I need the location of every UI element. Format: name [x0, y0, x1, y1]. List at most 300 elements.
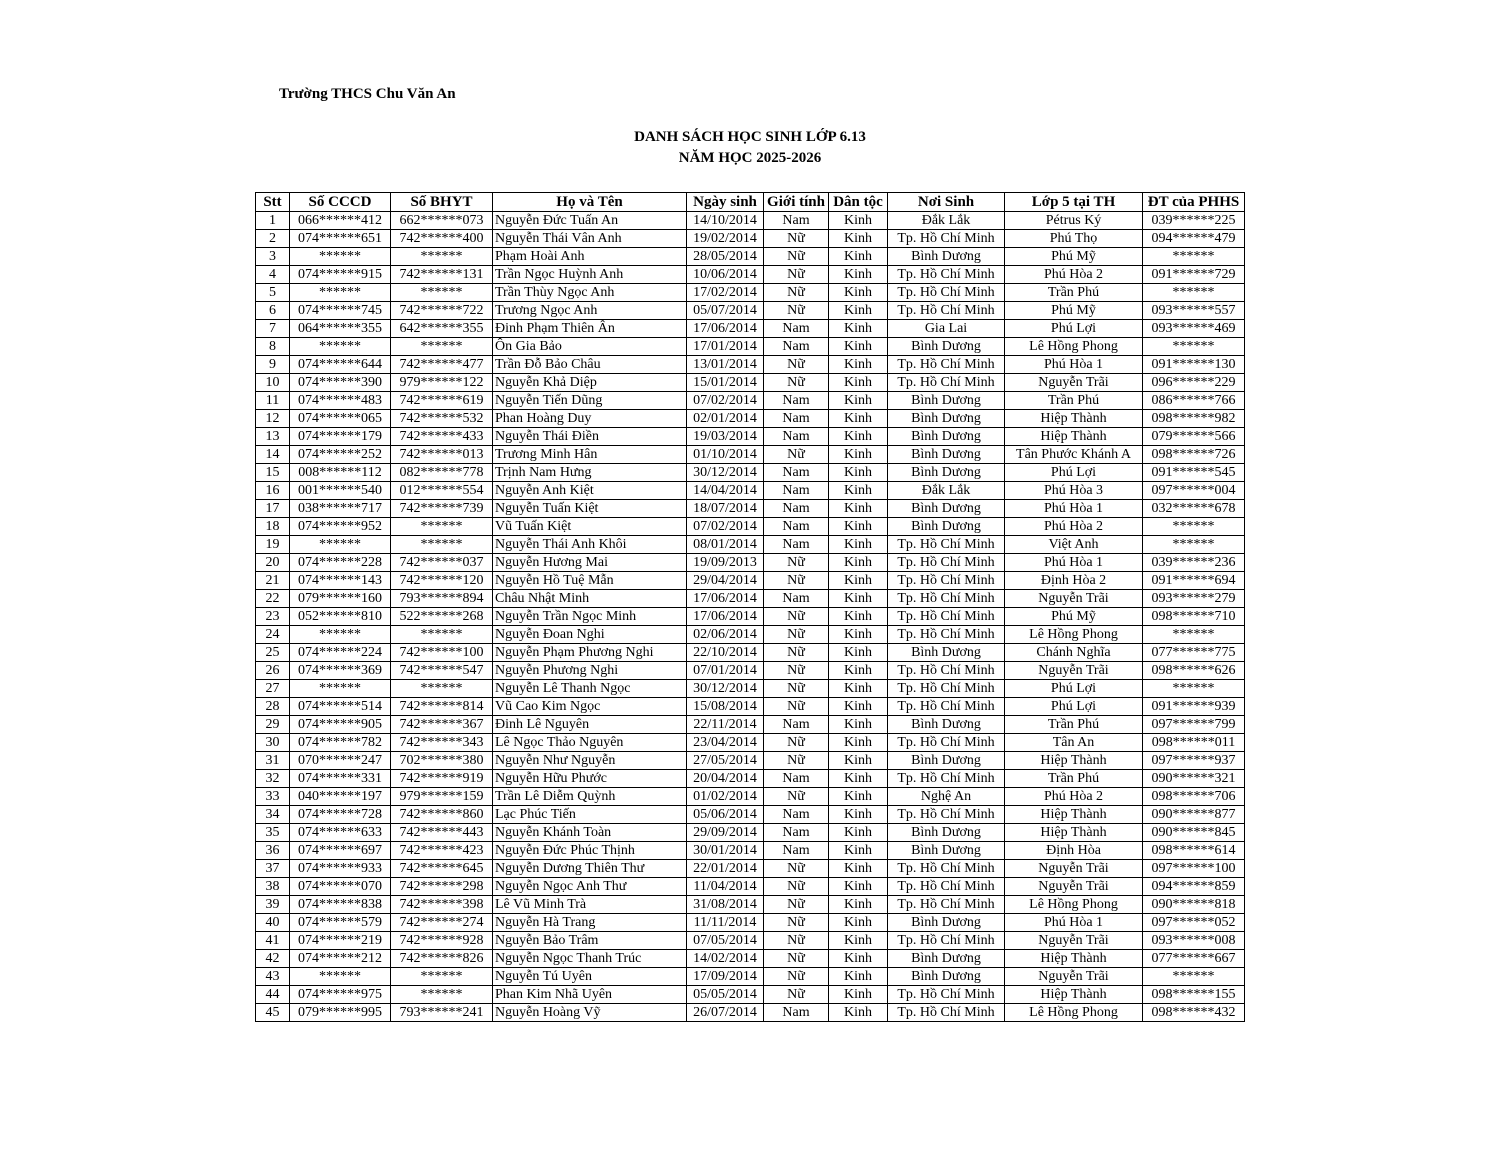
cell-noi-sinh: Bình Dương — [888, 446, 1005, 464]
cell-noi-sinh: Tp. Hồ Chí Minh — [888, 860, 1005, 878]
cell-so-cccd: ****** — [290, 536, 391, 554]
table-row — [256, 644, 1245, 662]
cell-so-cccd: 074******838 — [290, 896, 391, 914]
cell-ngay-sinh: 10/06/2014 — [687, 266, 764, 284]
cell-lop-5-tai-th: Phú Hòa 1 — [1005, 356, 1143, 374]
column-header-dan-toc: Dân tộc — [829, 193, 888, 212]
cell-ngay-sinh: 14/10/2014 — [687, 212, 764, 230]
cell-noi-sinh: Bình Dương — [888, 410, 1005, 428]
cell-so-cccd: 008******112 — [290, 464, 391, 482]
cell-dt-phhs: 097******937 — [1143, 752, 1245, 770]
cell-stt: 39 — [256, 896, 290, 914]
cell-stt: 40 — [256, 914, 290, 932]
cell-ho-va-ten: Nguyễn Hoàng Vỹ — [493, 1004, 687, 1022]
cell-lop-5-tai-th: Hiệp Thành — [1005, 806, 1143, 824]
cell-dan-toc: Kinh — [829, 464, 888, 482]
cell-ho-va-ten: Nguyễn Ngọc Anh Thư — [493, 878, 687, 896]
cell-so-bhyt: 742******274 — [391, 914, 493, 932]
cell-so-bhyt: ****** — [391, 284, 493, 302]
cell-stt: 8 — [256, 338, 290, 356]
cell-gioi-tinh: Nam — [764, 770, 829, 788]
cell-stt: 32 — [256, 770, 290, 788]
cell-so-bhyt: 742******120 — [391, 572, 493, 590]
cell-dan-toc: Kinh — [829, 392, 888, 410]
cell-dt-phhs: 097******052 — [1143, 914, 1245, 932]
cell-gioi-tinh: Nam — [764, 842, 829, 860]
table-row — [256, 212, 1245, 230]
cell-ngay-sinh: 05/05/2014 — [687, 986, 764, 1004]
cell-ho-va-ten: Vũ Cao Kim Ngọc — [493, 698, 687, 716]
cell-dt-phhs: ****** — [1143, 248, 1245, 266]
cell-dt-phhs: 097******004 — [1143, 482, 1245, 500]
cell-dt-phhs: 098******706 — [1143, 788, 1245, 806]
cell-gioi-tinh: Nữ — [764, 554, 829, 572]
cell-noi-sinh: Tp. Hồ Chí Minh — [888, 266, 1005, 284]
cell-so-cccd: 074******651 — [290, 230, 391, 248]
cell-dt-phhs: 098******626 — [1143, 662, 1245, 680]
cell-lop-5-tai-th: Lê Hồng Phong — [1005, 896, 1143, 914]
cell-stt: 31 — [256, 752, 290, 770]
cell-so-bhyt: 793******894 — [391, 590, 493, 608]
table-row — [256, 842, 1245, 860]
cell-lop-5-tai-th: Nguyễn Trãi — [1005, 374, 1143, 392]
cell-ho-va-ten: Đinh Lê Nguyên — [493, 716, 687, 734]
cell-stt: 38 — [256, 878, 290, 896]
table-row — [256, 392, 1245, 410]
cell-ho-va-ten: Nguyễn Dương Thiên Thư — [493, 860, 687, 878]
cell-lop-5-tai-th: Nguyễn Trãi — [1005, 968, 1143, 986]
cell-stt: 37 — [256, 860, 290, 878]
document-title: DANH SÁCH HỌC SINH LỚP 6.13 — [634, 129, 866, 145]
cell-ngay-sinh: 17/06/2014 — [687, 590, 764, 608]
table-row — [256, 770, 1245, 788]
cell-lop-5-tai-th: Phú Lợi — [1005, 698, 1143, 716]
cell-so-cccd: 074******369 — [290, 662, 391, 680]
cell-noi-sinh: Bình Dương — [888, 428, 1005, 446]
cell-noi-sinh: Tp. Hồ Chí Minh — [888, 806, 1005, 824]
cell-ho-va-ten: Trịnh Nam Hưng — [493, 464, 687, 482]
cell-gioi-tinh: Nữ — [764, 986, 829, 1004]
cell-dan-toc: Kinh — [829, 860, 888, 878]
cell-ngay-sinh: 14/04/2014 — [687, 482, 764, 500]
cell-dan-toc: Kinh — [829, 284, 888, 302]
cell-dan-toc: Kinh — [829, 932, 888, 950]
cell-so-bhyt: 742******928 — [391, 932, 493, 950]
cell-stt: 18 — [256, 518, 290, 536]
cell-ngay-sinh: 01/02/2014 — [687, 788, 764, 806]
table-row — [256, 716, 1245, 734]
table-row — [256, 266, 1245, 284]
table-row — [256, 896, 1245, 914]
cell-so-bhyt: 742******860 — [391, 806, 493, 824]
cell-lop-5-tai-th: Nguyễn Trãi — [1005, 590, 1143, 608]
cell-gioi-tinh: Nam — [764, 806, 829, 824]
cell-lop-5-tai-th: Phú Hòa 2 — [1005, 266, 1143, 284]
cell-ngay-sinh: 07/01/2014 — [687, 662, 764, 680]
cell-so-bhyt: 742******739 — [391, 500, 493, 518]
cell-ho-va-ten: Châu Nhật Minh — [493, 590, 687, 608]
cell-ngay-sinh: 26/07/2014 — [687, 1004, 764, 1022]
cell-dt-phhs: 098******011 — [1143, 734, 1245, 752]
cell-stt: 35 — [256, 824, 290, 842]
cell-noi-sinh: Nghệ An — [888, 788, 1005, 806]
cell-dan-toc: Kinh — [829, 536, 888, 554]
cell-so-bhyt: 742******013 — [391, 446, 493, 464]
cell-so-bhyt: 742******037 — [391, 554, 493, 572]
cell-gioi-tinh: Nữ — [764, 734, 829, 752]
cell-ho-va-ten: Đinh Phạm Thiên Ân — [493, 320, 687, 338]
cell-dan-toc: Kinh — [829, 716, 888, 734]
cell-so-cccd: 074******228 — [290, 554, 391, 572]
cell-so-bhyt: 662******073 — [391, 212, 493, 230]
cell-ngay-sinh: 20/04/2014 — [687, 770, 764, 788]
cell-ngay-sinh: 30/12/2014 — [687, 680, 764, 698]
cell-so-bhyt: 742******477 — [391, 356, 493, 374]
cell-so-bhyt: 742******398 — [391, 896, 493, 914]
cell-so-cccd: 079******995 — [290, 1004, 391, 1022]
cell-lop-5-tai-th: Phú Lợi — [1005, 464, 1143, 482]
cell-dan-toc: Kinh — [829, 410, 888, 428]
cell-gioi-tinh: Nữ — [764, 266, 829, 284]
cell-so-cccd: ****** — [290, 626, 391, 644]
cell-dan-toc: Kinh — [829, 914, 888, 932]
cell-ho-va-ten: Trương Minh Hân — [493, 446, 687, 464]
cell-ngay-sinh: 05/06/2014 — [687, 806, 764, 824]
table-row — [256, 320, 1245, 338]
cell-dan-toc: Kinh — [829, 986, 888, 1004]
cell-ho-va-ten: Trương Ngọc Anh — [493, 302, 687, 320]
cell-ngay-sinh: 02/06/2014 — [687, 626, 764, 644]
cell-lop-5-tai-th: Trần Phú — [1005, 716, 1143, 734]
cell-dt-phhs: 098******155 — [1143, 986, 1245, 1004]
cell-noi-sinh: Tp. Hồ Chí Minh — [888, 356, 1005, 374]
cell-ho-va-ten: Nguyễn Phương Nghi — [493, 662, 687, 680]
cell-dt-phhs: 091******939 — [1143, 698, 1245, 716]
cell-noi-sinh: Tp. Hồ Chí Minh — [888, 554, 1005, 572]
cell-dan-toc: Kinh — [829, 248, 888, 266]
cell-dt-phhs: 090******818 — [1143, 896, 1245, 914]
cell-lop-5-tai-th: Nguyễn Trãi — [1005, 662, 1143, 680]
table-row — [256, 662, 1245, 680]
cell-stt: 34 — [256, 806, 290, 824]
cell-stt: 17 — [256, 500, 290, 518]
cell-so-cccd: 074******745 — [290, 302, 391, 320]
cell-ho-va-ten: Nguyễn Anh Kiệt — [493, 482, 687, 500]
cell-ngay-sinh: 30/12/2014 — [687, 464, 764, 482]
student-roster-table — [255, 192, 1245, 1022]
cell-stt: 13 — [256, 428, 290, 446]
table-row — [256, 806, 1245, 824]
cell-noi-sinh: Bình Dương — [888, 914, 1005, 932]
cell-gioi-tinh: Nam — [764, 212, 829, 230]
cell-dt-phhs: 098******432 — [1143, 1004, 1245, 1022]
cell-dan-toc: Kinh — [829, 788, 888, 806]
cell-noi-sinh: Tp. Hồ Chí Minh — [888, 1004, 1005, 1022]
cell-so-bhyt: 702******380 — [391, 752, 493, 770]
cell-ngay-sinh: 17/06/2014 — [687, 608, 764, 626]
cell-dan-toc: Kinh — [829, 878, 888, 896]
cell-ngay-sinh: 28/05/2014 — [687, 248, 764, 266]
cell-ho-va-ten: Vũ Tuấn Kiệt — [493, 518, 687, 536]
cell-lop-5-tai-th: Hiệp Thành — [1005, 752, 1143, 770]
cell-noi-sinh: Bình Dương — [888, 644, 1005, 662]
cell-noi-sinh: Bình Dương — [888, 968, 1005, 986]
cell-gioi-tinh: Nữ — [764, 356, 829, 374]
cell-dt-phhs: 091******694 — [1143, 572, 1245, 590]
table-body — [256, 212, 1245, 1022]
cell-dan-toc: Kinh — [829, 752, 888, 770]
cell-so-cccd: 074******579 — [290, 914, 391, 932]
cell-gioi-tinh: Nữ — [764, 752, 829, 770]
column-header-gioi-tinh: Giới tính — [764, 193, 829, 212]
cell-stt: 10 — [256, 374, 290, 392]
cell-gioi-tinh: Nữ — [764, 230, 829, 248]
cell-gioi-tinh: Nữ — [764, 860, 829, 878]
cell-ho-va-ten: Nguyễn Đức Phúc Thịnh — [493, 842, 687, 860]
cell-dan-toc: Kinh — [829, 554, 888, 572]
cell-ho-va-ten: Nguyễn Hồ Tuệ Mẫn — [493, 572, 687, 590]
cell-ho-va-ten: Nguyễn Thái Điền — [493, 428, 687, 446]
cell-ho-va-ten: Phan Kim Nhã Uyên — [493, 986, 687, 1004]
cell-stt: 12 — [256, 410, 290, 428]
table-row — [256, 338, 1245, 356]
cell-dt-phhs: 093******469 — [1143, 320, 1245, 338]
cell-lop-5-tai-th: Phú Mỹ — [1005, 248, 1143, 266]
cell-noi-sinh: Gia Lai — [888, 320, 1005, 338]
cell-dan-toc: Kinh — [829, 212, 888, 230]
cell-dt-phhs: 091******729 — [1143, 266, 1245, 284]
cell-so-bhyt: 742******619 — [391, 392, 493, 410]
cell-stt: 3 — [256, 248, 290, 266]
cell-lop-5-tai-th: Nguyễn Trãi — [1005, 932, 1143, 950]
cell-dt-phhs: 090******321 — [1143, 770, 1245, 788]
cell-so-bhyt: ****** — [391, 680, 493, 698]
cell-dan-toc: Kinh — [829, 320, 888, 338]
cell-dt-phhs: ****** — [1143, 518, 1245, 536]
cell-dan-toc: Kinh — [829, 446, 888, 464]
cell-so-bhyt: 742******826 — [391, 950, 493, 968]
cell-so-cccd: 074******933 — [290, 860, 391, 878]
cell-dt-phhs: 098******710 — [1143, 608, 1245, 626]
cell-dan-toc: Kinh — [829, 626, 888, 644]
column-header-noi-sinh: Nơi Sinh — [888, 193, 1005, 212]
cell-dt-phhs: 090******845 — [1143, 824, 1245, 842]
cell-ho-va-ten: Nguyễn Hữu Phước — [493, 770, 687, 788]
cell-dt-phhs: 091******130 — [1143, 356, 1245, 374]
cell-noi-sinh: Tp. Hồ Chí Minh — [888, 284, 1005, 302]
column-header-ho-va-ten: Họ và Tên — [493, 193, 687, 212]
cell-dt-phhs: 032******678 — [1143, 500, 1245, 518]
cell-so-cccd: 074******219 — [290, 932, 391, 950]
table-row — [256, 788, 1245, 806]
cell-so-cccd: 074******070 — [290, 878, 391, 896]
cell-dt-phhs: 097******799 — [1143, 716, 1245, 734]
cell-so-bhyt: 742******423 — [391, 842, 493, 860]
cell-lop-5-tai-th: Lê Hồng Phong — [1005, 1004, 1143, 1022]
table-row — [256, 752, 1245, 770]
table-row — [256, 968, 1245, 986]
cell-ngay-sinh: 13/01/2014 — [687, 356, 764, 374]
table-row — [256, 698, 1245, 716]
cell-so-cccd: 066******412 — [290, 212, 391, 230]
cell-lop-5-tai-th: Trần Phú — [1005, 284, 1143, 302]
cell-noi-sinh: Tp. Hồ Chí Minh — [888, 698, 1005, 716]
cell-so-cccd: 074******252 — [290, 446, 391, 464]
cell-stt: 6 — [256, 302, 290, 320]
cell-ho-va-ten: Nguyễn Khả Diệp — [493, 374, 687, 392]
cell-noi-sinh: Bình Dương — [888, 464, 1005, 482]
cell-noi-sinh: Bình Dương — [888, 824, 1005, 842]
cell-dan-toc: Kinh — [829, 608, 888, 626]
cell-so-cccd: 079******160 — [290, 590, 391, 608]
column-header-dt-phhs: ĐT của PHHS — [1143, 193, 1245, 212]
cell-ho-va-ten: Trần Đỗ Bảo Châu — [493, 356, 687, 374]
cell-stt: 25 — [256, 644, 290, 662]
cell-so-cccd: 074******728 — [290, 806, 391, 824]
cell-so-cccd: ****** — [290, 680, 391, 698]
cell-ho-va-ten: Nguyễn Tuấn Kiệt — [493, 500, 687, 518]
cell-so-cccd: 040******197 — [290, 788, 391, 806]
cell-gioi-tinh: Nam — [764, 464, 829, 482]
cell-gioi-tinh: Nữ — [764, 248, 829, 266]
cell-ngay-sinh: 17/01/2014 — [687, 338, 764, 356]
cell-stt: 30 — [256, 734, 290, 752]
cell-ngay-sinh: 27/05/2014 — [687, 752, 764, 770]
cell-gioi-tinh: Nam — [764, 482, 829, 500]
cell-stt: 27 — [256, 680, 290, 698]
cell-so-cccd: 074******915 — [290, 266, 391, 284]
cell-dt-phhs: 098******614 — [1143, 842, 1245, 860]
cell-so-cccd: ****** — [290, 338, 391, 356]
column-header-so-bhyt: Số BHYT — [391, 193, 493, 212]
table-row — [256, 572, 1245, 590]
cell-so-cccd: 074******975 — [290, 986, 391, 1004]
cell-so-bhyt: 742******298 — [391, 878, 493, 896]
cell-ngay-sinh: 22/11/2014 — [687, 716, 764, 734]
cell-gioi-tinh: Nam — [764, 392, 829, 410]
cell-dan-toc: Kinh — [829, 338, 888, 356]
cell-ngay-sinh: 11/11/2014 — [687, 914, 764, 932]
cell-ngay-sinh: 17/09/2014 — [687, 968, 764, 986]
cell-so-cccd: 038******717 — [290, 500, 391, 518]
cell-so-cccd: 074******697 — [290, 842, 391, 860]
cell-gioi-tinh: Nữ — [764, 950, 829, 968]
cell-stt: 1 — [256, 212, 290, 230]
cell-so-cccd: 052******810 — [290, 608, 391, 626]
cell-noi-sinh: Tp. Hồ Chí Minh — [888, 878, 1005, 896]
cell-lop-5-tai-th: Phú Hòa 2 — [1005, 788, 1143, 806]
cell-stt: 43 — [256, 968, 290, 986]
cell-so-bhyt: 979******159 — [391, 788, 493, 806]
cell-ngay-sinh: 23/04/2014 — [687, 734, 764, 752]
table-row — [256, 932, 1245, 950]
cell-ngay-sinh: 22/01/2014 — [687, 860, 764, 878]
cell-ho-va-ten: Nguyễn Hương Mai — [493, 554, 687, 572]
cell-dt-phhs: 086******766 — [1143, 392, 1245, 410]
cell-noi-sinh: Tp. Hồ Chí Minh — [888, 608, 1005, 626]
cell-gioi-tinh: Nữ — [764, 644, 829, 662]
cell-stt: 22 — [256, 590, 290, 608]
cell-lop-5-tai-th: Phú Hòa 1 — [1005, 500, 1143, 518]
cell-gioi-tinh: Nam — [764, 410, 829, 428]
cell-dan-toc: Kinh — [829, 644, 888, 662]
cell-dan-toc: Kinh — [829, 590, 888, 608]
cell-stt: 44 — [256, 986, 290, 1004]
cell-noi-sinh: Bình Dương — [888, 950, 1005, 968]
cell-dt-phhs: ****** — [1143, 536, 1245, 554]
cell-gioi-tinh: Nam — [764, 716, 829, 734]
cell-stt: 9 — [256, 356, 290, 374]
cell-stt: 36 — [256, 842, 290, 860]
cell-lop-5-tai-th: Phú Lợi — [1005, 320, 1143, 338]
table-row — [256, 284, 1245, 302]
cell-stt: 23 — [256, 608, 290, 626]
cell-noi-sinh: Bình Dương — [888, 500, 1005, 518]
cell-noi-sinh: Tp. Hồ Chí Minh — [888, 662, 1005, 680]
cell-so-bhyt: ****** — [391, 986, 493, 1004]
table-row — [256, 824, 1245, 842]
cell-ngay-sinh: 07/02/2014 — [687, 518, 764, 536]
cell-dan-toc: Kinh — [829, 374, 888, 392]
cell-ho-va-ten: Nguyễn Phạm Phương Nghi — [493, 644, 687, 662]
cell-so-bhyt: 742******131 — [391, 266, 493, 284]
cell-so-bhyt: 742******532 — [391, 410, 493, 428]
cell-dan-toc: Kinh — [829, 968, 888, 986]
cell-ngay-sinh: 18/07/2014 — [687, 500, 764, 518]
cell-ho-va-ten: Nguyễn Trần Ngọc Minh — [493, 608, 687, 626]
cell-so-bhyt: 742******367 — [391, 716, 493, 734]
cell-stt: 15 — [256, 464, 290, 482]
cell-stt: 11 — [256, 392, 290, 410]
table-row — [256, 950, 1245, 968]
cell-gioi-tinh: Nữ — [764, 662, 829, 680]
cell-gioi-tinh: Nữ — [764, 608, 829, 626]
cell-so-bhyt: 082******778 — [391, 464, 493, 482]
cell-so-cccd: 074******514 — [290, 698, 391, 716]
cell-dt-phhs: 098******982 — [1143, 410, 1245, 428]
cell-dan-toc: Kinh — [829, 680, 888, 698]
cell-lop-5-tai-th: Phú Mỹ — [1005, 302, 1143, 320]
cell-noi-sinh: Tp. Hồ Chí Minh — [888, 932, 1005, 950]
cell-ngay-sinh: 17/02/2014 — [687, 284, 764, 302]
cell-so-bhyt: 793******241 — [391, 1004, 493, 1022]
cell-gioi-tinh: Nam — [764, 320, 829, 338]
cell-ho-va-ten: Nguyễn Tú Uyên — [493, 968, 687, 986]
cell-gioi-tinh: Nữ — [764, 284, 829, 302]
cell-dt-phhs: 093******557 — [1143, 302, 1245, 320]
cell-gioi-tinh: Nữ — [764, 680, 829, 698]
cell-ho-va-ten: Nguyễn Lê Thanh Ngọc — [493, 680, 687, 698]
table-row — [256, 464, 1245, 482]
cell-so-cccd: 064******355 — [290, 320, 391, 338]
cell-ngay-sinh: 08/01/2014 — [687, 536, 764, 554]
cell-lop-5-tai-th: Lê Hồng Phong — [1005, 338, 1143, 356]
cell-so-cccd: 001******540 — [290, 482, 391, 500]
cell-dan-toc: Kinh — [829, 482, 888, 500]
cell-gioi-tinh: Nam — [764, 428, 829, 446]
cell-noi-sinh: Bình Dương — [888, 518, 1005, 536]
cell-ngay-sinh: 05/07/2014 — [687, 302, 764, 320]
cell-noi-sinh: Bình Dương — [888, 716, 1005, 734]
table-row — [256, 680, 1245, 698]
cell-gioi-tinh: Nữ — [764, 698, 829, 716]
cell-gioi-tinh: Nữ — [764, 932, 829, 950]
cell-stt: 7 — [256, 320, 290, 338]
cell-stt: 2 — [256, 230, 290, 248]
cell-so-bhyt: 742******443 — [391, 824, 493, 842]
cell-lop-5-tai-th: Chánh Nghĩa — [1005, 644, 1143, 662]
cell-gioi-tinh: Nữ — [764, 878, 829, 896]
